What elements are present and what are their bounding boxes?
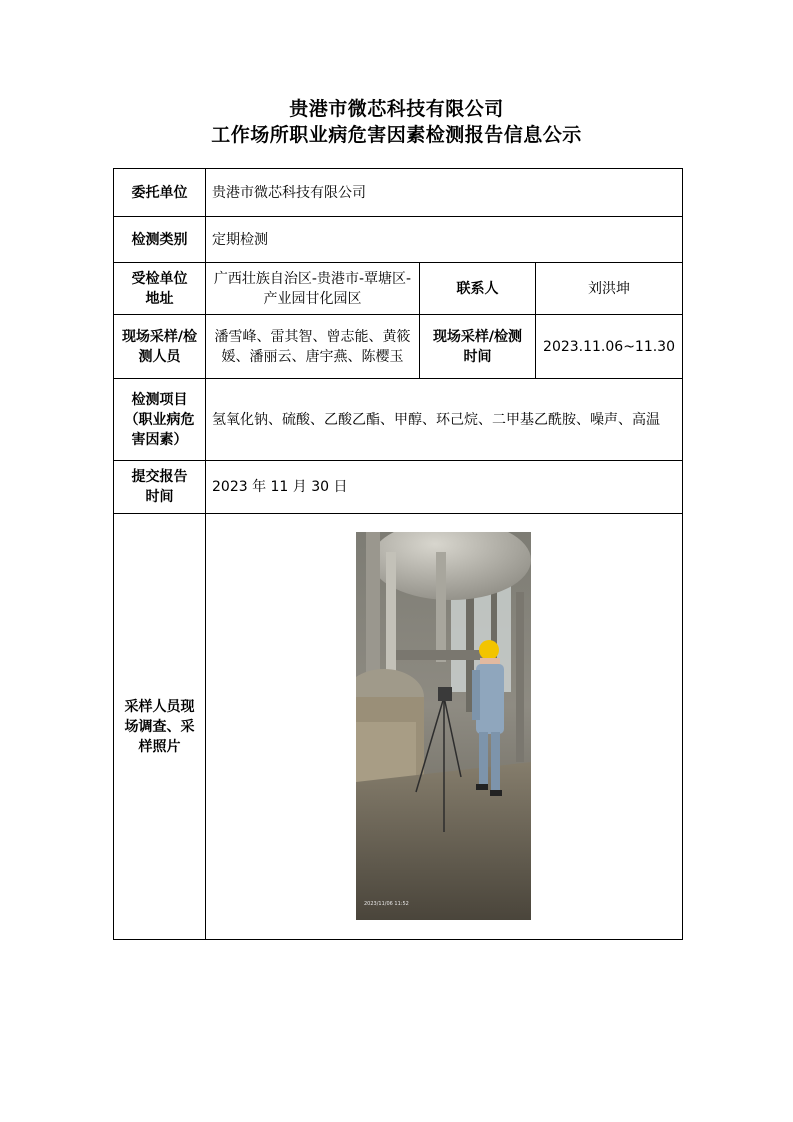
items-value: 氢氧化钠、硫酸、乙酸乙酯、甲醇、环己烷、二甲基乙酰胺、噪声、高温 [206, 379, 683, 461]
client-value: 贵港市微芯科技有限公司 [206, 169, 683, 217]
table-row [114, 379, 683, 461]
table-row [114, 263, 683, 315]
photo-cell [206, 514, 683, 940]
site-photo-drawing [356, 532, 531, 920]
table-row [114, 315, 683, 379]
staff-value: 潘雪峰、雷其智、曾志能、黄筱媛、潘丽云、唐宇燕、陈樱玉 [206, 315, 420, 379]
contact-label: 联系人 [420, 263, 536, 315]
time-value: 2023.11.06~11.30 [536, 315, 683, 379]
client-label: 委托单位 [114, 169, 206, 217]
company-title: 贵港市微芯科技有限公司 [289, 98, 504, 120]
photo-timestamp: 2023/11/06 11:52 [364, 901, 409, 907]
report-time-value: 2023 年 11 月 30 日 [206, 461, 683, 514]
type-value: 定期检测 [206, 217, 683, 263]
info-table [113, 168, 683, 940]
items-label: 检测项目（职业病危害因素） [114, 379, 206, 461]
report-title: 工作场所职业病危害因素检测报告信息公示 [211, 124, 582, 146]
site-photo [356, 532, 531, 920]
table-row [114, 169, 683, 217]
report-time-label: 提交报告时间 [114, 461, 206, 514]
time-label: 现场采样/检测时间 [420, 315, 536, 379]
table-row [114, 461, 683, 514]
staff-label: 现场采样/检测人员 [114, 315, 206, 379]
address-value: 广西壮族自治区-贵港市-覃塘区-产业园甘化园区 [206, 263, 420, 315]
contact-value: 刘洪坤 [536, 263, 683, 315]
address-label: 受检单位地址 [114, 263, 206, 315]
photo-label: 采样人员现场调查、采样照片 [114, 514, 206, 940]
type-label: 检测类别 [114, 217, 206, 263]
table-row [114, 514, 683, 940]
table-row [114, 217, 683, 263]
